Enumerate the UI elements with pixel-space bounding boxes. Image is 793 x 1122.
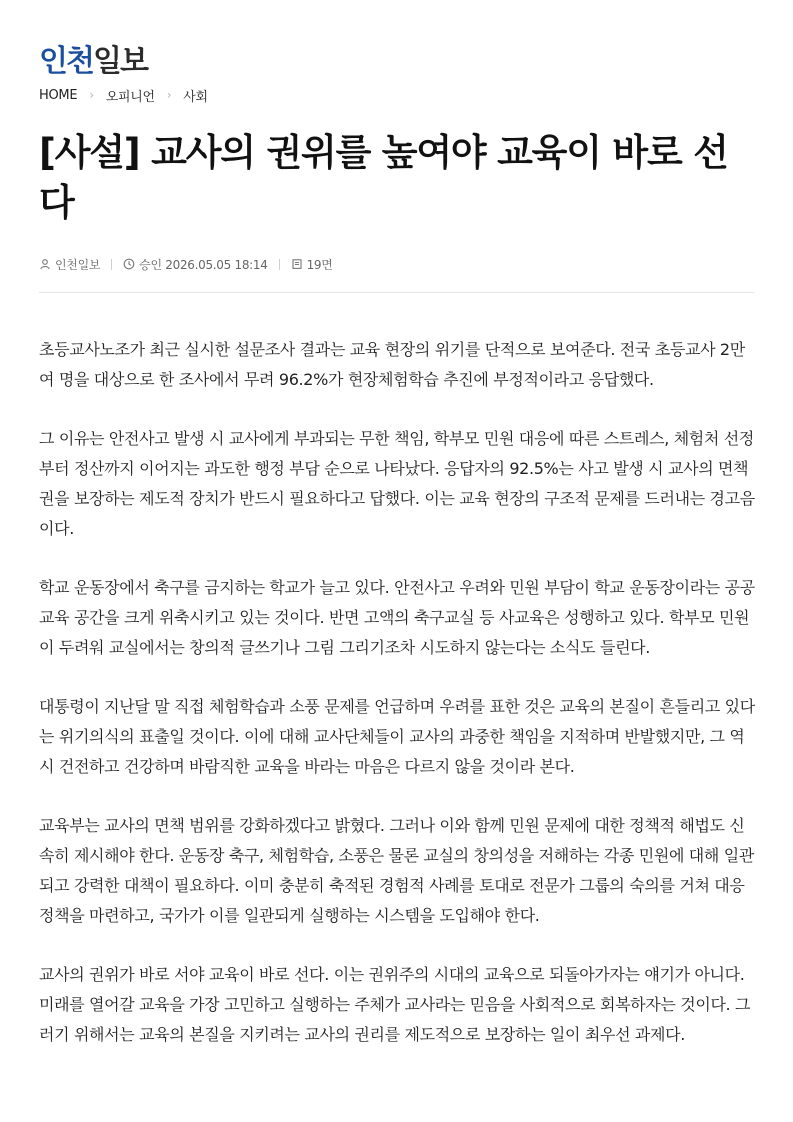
article-paragraph: 초등교사노조가 최근 실시한 설문조사 결과는 교육 현장의 위기를 단적으로 보여준다. 전국 초등교사 2만여 명을 대상으로 한 조사에서 무려 96.2%가 현장체험학습 추진에 부정적이라고 응답했다. — [39, 340, 745, 389]
article-paragraph: 교육부는 교사의 면책 범위를 강화하겠다고 밝혔다. 그러나 이와 함께 민원 문제에 대한 정책적 해법도 신속히 제시해야 한다. 운동장 축구, 체험학습, 소풍은 물론 교실의 창의성을 저해하는 각종 민원에 대해 일관되고 강력한 대책이 필요하다. 이미 충분히 축적된 경험적 사례를 토대로 전문가 그룹의 숙의를 거쳐 대응 정책을 마련하고, 국가가 이를 일관되게 실행하는 시스템을 도입해야 한다. — [39, 816, 754, 925]
meta-divider — [279, 259, 280, 270]
meta-divider — [111, 259, 112, 270]
meta-approved — [123, 256, 267, 273]
article-paragraph: 학교 운동장에서 축구를 금지하는 학교가 늘고 있다. 안전사고 우려와 민원 부담이 학교 운동장이라는 공공 교육 공간을 크게 위축시키고 있는 것이다. 반면 고액의 축구교실 등 사교육은 성행하고 있다. 학부모 민원이 두려워 교실에서는 창의적 글쓰기나 그림 그리기조차 시도하지 않는다는 소식도 들린다. — [39, 578, 755, 657]
article-paragraph: 교사의 권위가 바로 서야 교육이 바로 선다. 이는 권위주의 시대의 교육으로 되돌아가자는 얘기가 아니다. 미래를 열어갈 교육을 가장 고민하고 실행하는 주체가 교사라는 믿음을 사회적으로 회복하자는 것이다. 그러기 위해서는 교육의 본질을 지키려는 교사의 권리를 제도적으로 보장하는 일이 최우선 과제다. — [39, 965, 751, 1044]
article-paragraph: 그 이유는 안전사고 발생 시 교사에게 부과되는 무한 책임, 학부모 민원 대응에 따른 스트레스, 체험처 선정부터 정산까지 이어지는 과도한 행정 부담 순으로 나타났다. 응답자의 92.5%는 사고 발생 시 교사의 면책권을 보장하는 제도적 장치가 반드시 필요하다고 답했다. 이는 교육 현장의 구조적 문제를 드러내는 경고음이다. — [39, 429, 755, 538]
clock-icon — [123, 258, 135, 270]
article-meta — [39, 254, 333, 274]
page-number: 19면 — [306, 257, 333, 272]
site-logo[interactable] — [39, 45, 147, 79]
chevron-right-icon: › — [89, 88, 94, 102]
meta-author — [39, 256, 100, 273]
article-body — [39, 335, 757, 1079]
breadcrumb-opinion[interactable]: 오피니언 — [105, 89, 155, 105]
author-name: 인천일보 — [55, 257, 101, 272]
newspaper-icon — [291, 258, 303, 270]
header-divider — [39, 292, 754, 293]
breadcrumb — [39, 86, 208, 104]
logo-part-1: 인천 — [39, 44, 93, 79]
article-paragraph: 대통령이 지난달 말 직접 체험학습과 소풍 문제를 언급하며 우려를 표한 것은 교육의 본질이 흔들리고 있다는 위기의식의 표출일 것이다. 이에 대해 교사단체들이 교사의 과중한 책임을 지적하며 반발했지만, 그 역시 건전하고 건강하며 바람직한 교육을 바라는 마음은 다르지 않을 것이라 본다. — [39, 697, 755, 776]
person-icon — [39, 258, 51, 270]
chevron-right-icon: › — [166, 88, 172, 102]
meta-page — [291, 256, 333, 273]
breadcrumb-home[interactable]: HOME — [39, 87, 78, 103]
logo-part-2: 일보 — [92, 44, 147, 79]
article-title: [사설] 교사의 권위를 높여야 교육이 바로 선다 — [39, 131, 728, 224]
breadcrumb-society[interactable]: 사회 — [183, 89, 208, 105]
approved-time: 승인 2026.05.05 18:14 — [139, 257, 268, 272]
